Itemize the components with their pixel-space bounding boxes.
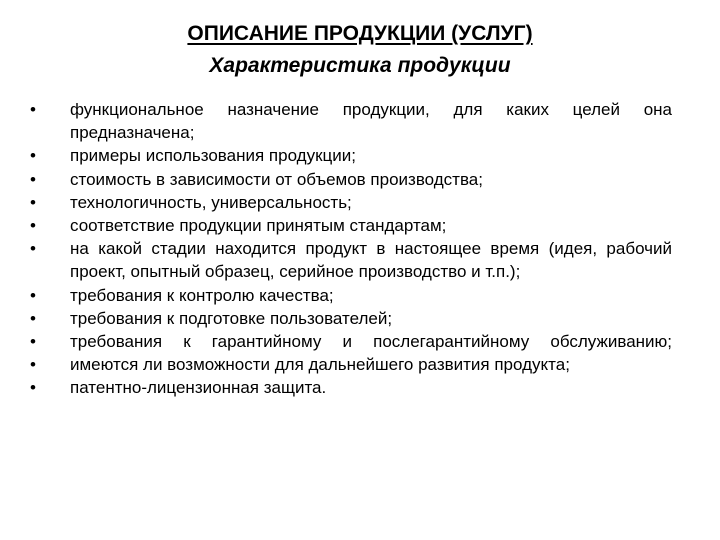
list-item: [30, 237, 672, 283]
slide-title: ОПИСАНИЕ ПРОДУКЦИИ (УСЛУГ): [187, 22, 533, 45]
bullet-icon: •: [30, 239, 36, 259]
list-item-text: имеются ли возможности для дальнейшего развития продукта;: [70, 355, 570, 375]
bullet-icon: •: [30, 308, 36, 328]
list-item-text: примеры использования продукции;: [70, 146, 356, 166]
bullet-icon: •: [30, 332, 36, 352]
list-item: [30, 98, 672, 144]
list-item-text: технологичность, универсальность;: [70, 192, 352, 212]
list-item: [30, 307, 672, 330]
bullet-icon: •: [30, 169, 36, 189]
bullet-icon: •: [30, 285, 36, 305]
bullet-icon: •: [30, 378, 36, 398]
list-item-text: требования к гарантийному и послегарантийному обслуживанию;: [70, 332, 672, 352]
list-item-text: соответствие продукции принятым стандартам;: [70, 216, 447, 236]
list-item: [30, 144, 672, 167]
list-item: [30, 191, 672, 214]
list-item: [30, 376, 672, 399]
list-item-text: требования к контролю качества;: [70, 285, 334, 305]
bullet-icon: •: [30, 192, 36, 212]
bullet-icon: •: [30, 355, 36, 375]
list-item-text: на какой стадии находится продукт в настоящее время (идея, рабочий проект, опытный образец, серийное производство и т.п.);: [70, 239, 672, 282]
slide-subtitle: Характеристика продукции: [209, 54, 511, 77]
list-item: [30, 168, 672, 191]
list-item-text: требования к подготовке пользователей;: [70, 308, 393, 328]
list-item: [30, 330, 672, 353]
bullet-icon: •: [30, 100, 36, 119]
list-item-text: функциональное назначение продукции, для каких целей она предназначена;: [70, 100, 672, 143]
bullet-icon: •: [30, 216, 36, 236]
list-item-text: стоимость в зависимости от объемов производства;: [70, 169, 483, 189]
list-item: [30, 284, 672, 307]
list-item-text: патентно-лицензионная защита.: [70, 378, 327, 398]
list-item: [30, 353, 672, 376]
list-item: [30, 214, 672, 237]
bullet-list: [30, 98, 672, 400]
bullet-icon: •: [30, 146, 36, 166]
